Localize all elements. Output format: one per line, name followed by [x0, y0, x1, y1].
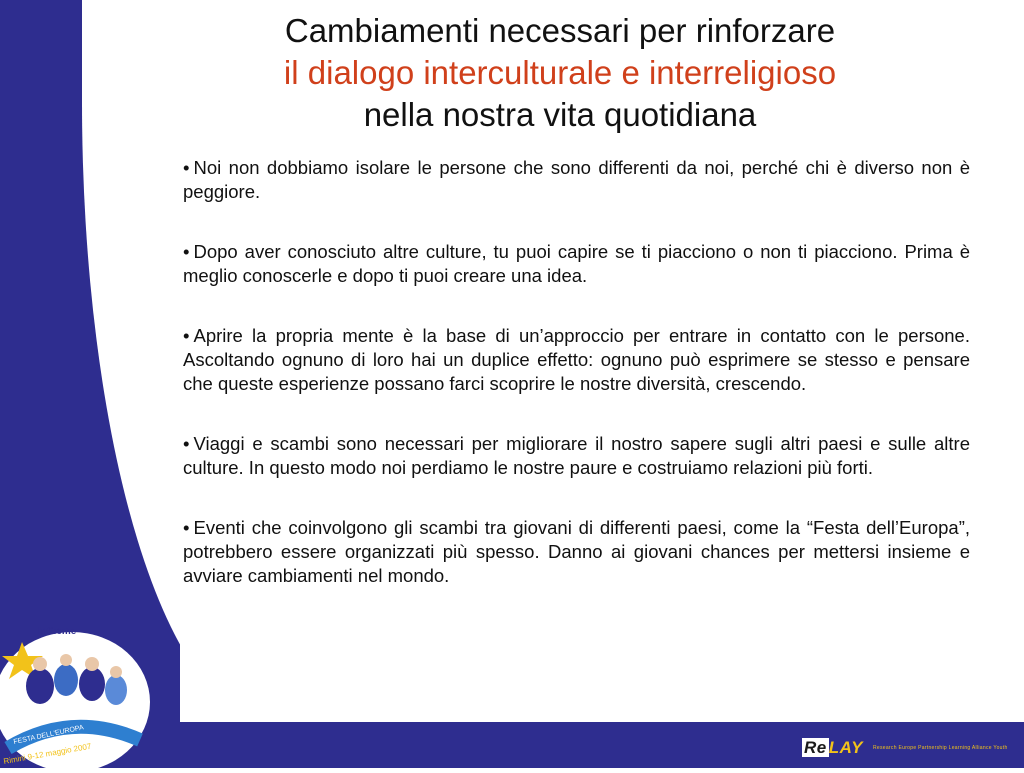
- slide-title: [190, 10, 930, 136]
- bullet-item: [183, 324, 970, 396]
- title-line-2: il dialogo interculturale e interreligioso: [283, 54, 837, 91]
- bullet-text: Noi non dobbiamo isolare le persone che sono differenti da noi, perché chi è diverso non è peggiore.: [183, 157, 970, 202]
- festa-europa-logo: [0, 620, 160, 768]
- logo-arc-text: FESTA DELL'EUROPA: [12, 724, 85, 746]
- bullet-item: [183, 516, 970, 588]
- bullet-text: Dopo aver conosciuto altre culture, tu puoi capire se ti piacciono o non ti piacciono. Prima è meglio conoscerle e dopo ti puoi creare una idea.: [183, 241, 970, 286]
- logo-top-text: InSieme: [38, 626, 77, 637]
- bullet-dot: •: [183, 433, 190, 454]
- bullet-dot: •: [183, 241, 190, 262]
- bullet-text: Aprire la propria mente è la base di un’approccio per entrare in contatto con le persone. Ascoltando ognuno di loro hai un duplice effetto: ognuno può esprimere se stesso e pensare che queste esperienze possano farci scoprire le nostre diversità, crescendo.: [183, 325, 970, 394]
- bullet-item: [183, 156, 970, 204]
- relay-brand-lay: LAY: [828, 738, 863, 757]
- title-line-3: nella nostra vita quotidiana: [363, 96, 757, 133]
- bullet-item: [183, 240, 970, 288]
- bullet-dot: •: [183, 325, 190, 346]
- bullet-item: [183, 432, 970, 480]
- bullet-text: Viaggi e scambi sono necessari per migliorare il nostro sapere sugli altri paesi e sulle altre culture. In questo modo noi perdiamo le nostre paure e costruiamo relazioni più forti.: [183, 433, 970, 478]
- relay-brand-r: Re: [804, 738, 827, 757]
- relay-tagline: Research Europe Partnership Learning Alliance Youth: [872, 745, 1008, 751]
- title-line-1: Cambiamenti necessari per rinforzare: [284, 12, 836, 49]
- relay-logo: [802, 738, 1008, 758]
- relay-brand: [802, 738, 863, 758]
- bullet-text: Eventi che coinvolgono gli scambi tra giovani di differenti paesi, come la “Festa dell’Europa”, potrebbero essere organizzati più spesso. Danno ai giovani chances per mettersi insieme e avviare cambiamenti nel mondo.: [183, 517, 970, 586]
- bullet-dot: •: [183, 157, 190, 178]
- bullet-list: [183, 156, 970, 624]
- logo-date-text: Rimini 9-12 maggio 2007: [2, 741, 92, 766]
- bullet-dot: •: [183, 517, 190, 538]
